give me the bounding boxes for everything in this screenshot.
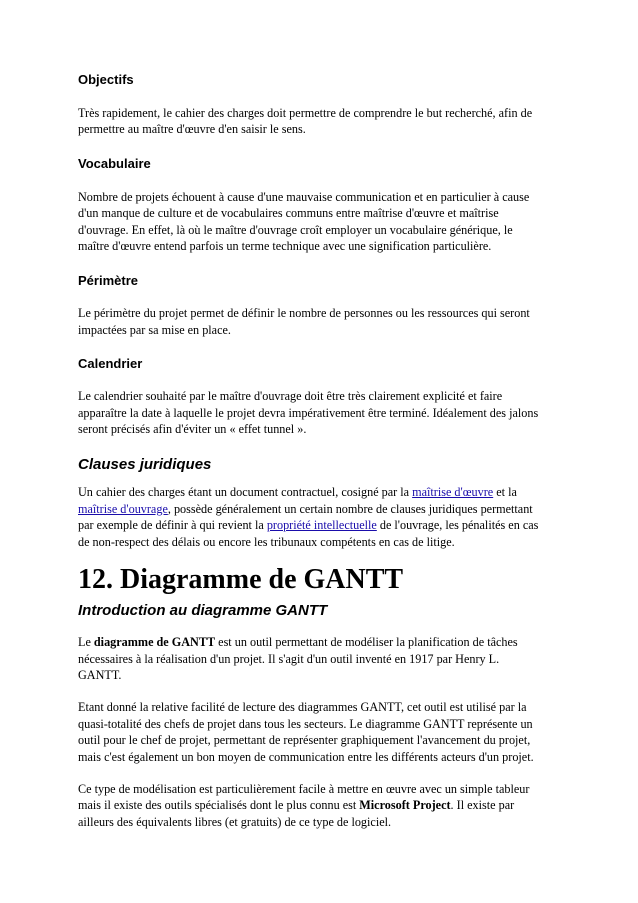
document-page: [78, 66, 566, 830]
text-line: Ce type de modélisation est particulièrement facile à mettre en œuvre avec un simple tableur: [78, 781, 530, 796]
bold-term: Microsoft Project: [359, 798, 451, 813]
paragraph-gantt-usage: [78, 699, 566, 765]
chapter-title: 12. Diagramme de GANTT: [78, 564, 404, 596]
text-line: maître d'œuvre entend parfois un terme technique avec une signification particulière.: [78, 239, 492, 254]
text-run: Un cahier des charges étant un document contractuel, cosigné par la: [78, 485, 413, 500]
text-line: seront précisés afin d'éviter un « effet tunnel ».: [78, 422, 307, 437]
paragraph-gantt-tools: [78, 781, 566, 830]
heading-objectifs: Objectifs: [78, 72, 134, 87]
text-line: Etant donné la relative facilité de lecture des diagrammes GANTT, cet outil est utilisé par la: [78, 700, 527, 715]
link-maitrise-ouvrage[interactable]: maîtrise d'ouvrage: [78, 501, 168, 516]
text-line: [78, 797, 566, 813]
heading-clauses-juridiques: Clauses juridiques: [78, 456, 212, 474]
text-line: d'un manque de culture et de vocabulaires communs entre maîtrise d'œuvre et maîtrise: [78, 206, 499, 221]
heading-perimetre: Périmètre: [78, 273, 138, 289]
paragraph-vocabulaire: [78, 189, 566, 255]
text-line: ailleurs des équivalents libres (et gratuits) de ce type de logiciel.: [78, 814, 392, 829]
paragraph-calendrier: [78, 388, 566, 437]
chapter-subtitle: Introduction au diagramme GANTT: [78, 602, 328, 620]
paragraph-gantt-intro: [78, 634, 566, 683]
text-line: GANTT.: [78, 667, 122, 682]
text-line: Le périmètre du projet permet de définir le nombre de personnes ou les ressources qui seront: [78, 306, 530, 321]
paragraph-perimetre: [78, 305, 566, 338]
text-line: quasi-totalité des chefs de projet dans tous les secteurs. Le diagramme GANTT représente un: [78, 716, 533, 731]
paragraph-clauses: [78, 484, 566, 550]
link-propriete-intellectuelle[interactable]: propriété intellectuelle: [266, 518, 377, 533]
text-run: et la: [493, 485, 517, 500]
text-line: de non-respect des délais ou encore les tribunaux compétents en cas de litige.: [78, 534, 455, 549]
heading-vocabulaire: Vocabulaire: [78, 155, 151, 171]
bold-term: diagramme de GANTT: [93, 635, 216, 650]
text-line: [78, 634, 566, 650]
paragraph-objectifs: [78, 105, 566, 138]
text-line: d'ouvrage. En effet, là où le maître d'ouvrage croît employer un vocabulaire générique, le: [78, 222, 513, 237]
text-run: , possède généralement un certain nombre de clauses juridiques permettant: [167, 501, 533, 516]
text-line: [78, 517, 566, 533]
text-line: Très rapidement, le cahier des charges doit permettre de comprendre le but recherché, afin de: [78, 106, 533, 120]
text-line: outil pour le chef de projet, permettant de représenter graphiquement l'avancement du projet,: [78, 733, 531, 748]
text-line: mais c'est également un bon moyen de communication entre les différents acteurs d'un projet.: [78, 749, 534, 764]
text-line: nécessaires à la réalisation d'un projet. Il s'agit d'un outil inventé en 1917 par Henry L.: [78, 651, 500, 666]
text-run: Le: [78, 635, 94, 650]
text-line: impactées par sa mise en place.: [78, 322, 231, 337]
text-line: apparaître la date à laquelle le projet devra impérativement être terminé. Idéalement des jalons: [78, 405, 539, 420]
text-line: Le calendrier souhaité par le maître d'ouvrage doit être très clairement explicité et faire: [78, 389, 503, 404]
text-run: est un outil permettant de modéliser la planification de tâches: [215, 635, 518, 650]
text-line: [78, 501, 566, 517]
text-run: de l'ouvrage, les pénalités en cas: [376, 518, 539, 533]
text-run: mais il existe des outils spécialisés dont le plus connu est: [78, 798, 360, 813]
text-line: Nombre de projets échouent à cause d'une mauvaise communication et en particulier à cause: [78, 189, 530, 204]
text-line: permettre au maître d'œuvre d'en saisir le sens.: [78, 122, 306, 137]
text-run: par exemple de définir à qui revient la: [78, 518, 267, 533]
text-run: . Il existe par: [450, 798, 515, 813]
heading-calendrier: Calendrier: [78, 356, 143, 372]
link-maitrise-oeuvre[interactable]: maîtrise d'œuvre: [412, 485, 494, 500]
text-line: [78, 484, 566, 500]
